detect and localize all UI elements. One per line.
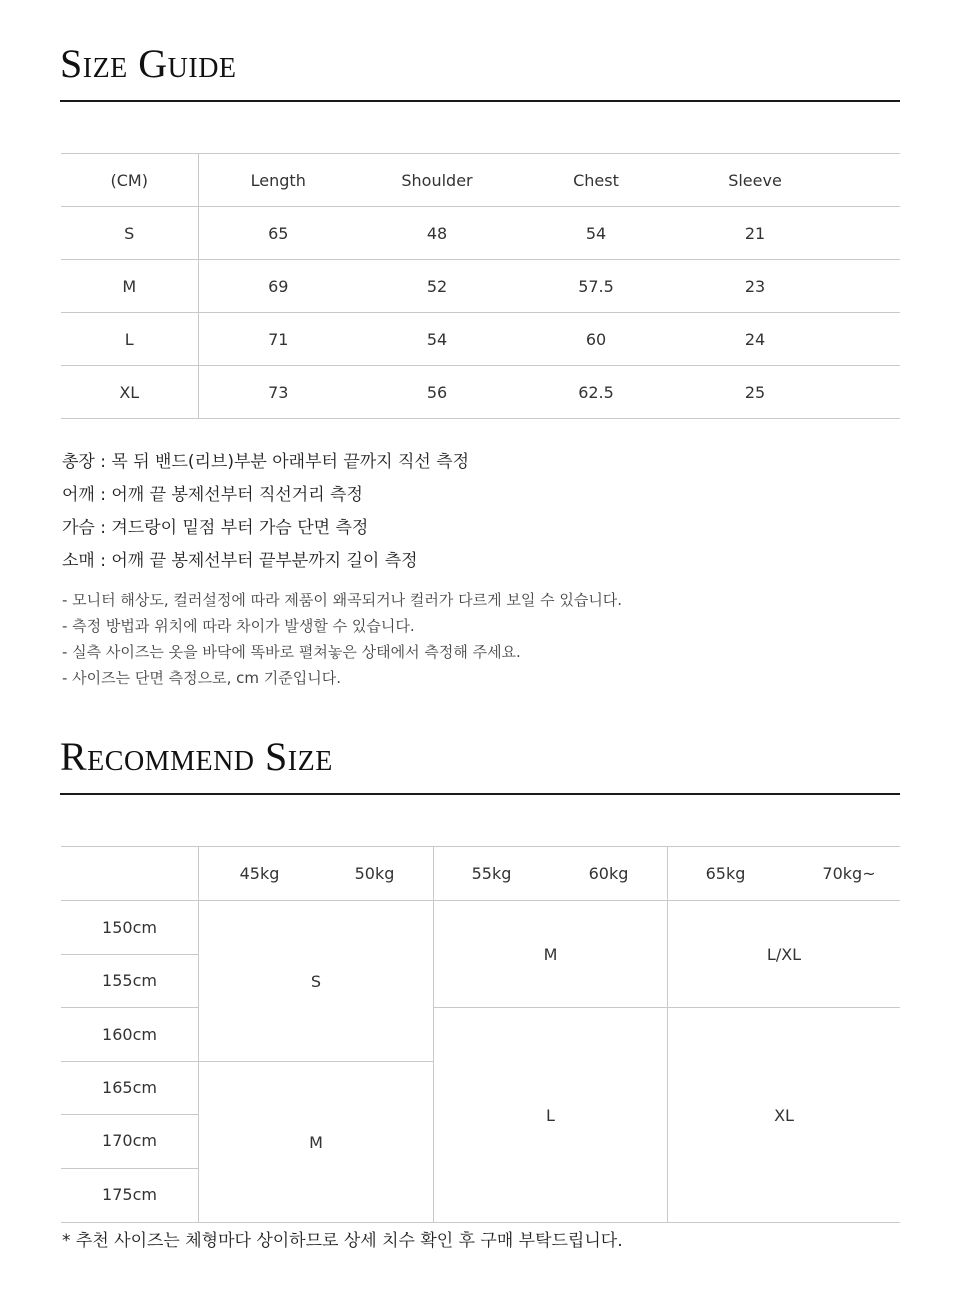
disclaimer-item: - 실측 사이즈는 옷을 바닥에 똑바로 펼쳐놓은 상태에서 측정해 주세요. — [62, 643, 521, 661]
cell-length: 65 — [198, 207, 358, 260]
height-label: 170cm — [102, 1131, 157, 1150]
table-row — [61, 260, 900, 313]
weight-header: 60kg — [588, 864, 629, 883]
cell-sleeve: 23 — [676, 260, 834, 313]
header-spacer — [834, 154, 900, 207]
table-row — [61, 366, 900, 419]
cell-chest: 54 — [516, 207, 676, 260]
title-divider — [60, 100, 900, 102]
header-length: Length — [198, 154, 358, 207]
recommend-table — [61, 846, 900, 1223]
disclaimer-item: - 모니터 해상도, 컬러설정에 따라 제품이 왜곡되거나 컬러가 다르게 보일 수 있습니다. — [62, 591, 623, 609]
height-label: 155cm — [102, 971, 157, 990]
measurement-notes — [62, 446, 469, 578]
cell-shoulder: 52 — [358, 260, 516, 313]
size-block-l: L — [546, 1105, 555, 1125]
note-shoulder: 어깨 : 어깨 끝 봉제선부터 직선거리 측정 — [62, 485, 363, 505]
title-divider — [60, 793, 900, 795]
cell-length: 73 — [198, 366, 358, 419]
size-block-xl: XL — [774, 1105, 794, 1125]
weight-header: 65kg — [705, 864, 746, 883]
size-table-header — [61, 154, 900, 207]
weight-header: 45kg — [239, 864, 280, 883]
cell-spacer — [834, 207, 900, 260]
note-chest: 가슴 : 겨드랑이 밑점 부터 가슴 단면 측정 — [62, 518, 369, 538]
cell-shoulder: 54 — [358, 313, 516, 366]
cell-sleeve: 25 — [676, 366, 834, 419]
cell-spacer — [834, 313, 900, 366]
size-block-m-bottom: M — [309, 1132, 323, 1152]
size-guide-title: Size Guide — [60, 41, 237, 86]
header-chest: Chest — [516, 154, 676, 207]
weight-header: 55kg — [471, 864, 512, 883]
header-shoulder: Shoulder — [358, 154, 516, 207]
header-sleeve: Sleeve — [676, 154, 834, 207]
header-unit: (CM) — [61, 154, 198, 207]
cell-chest: 60 — [516, 313, 676, 366]
size-block-s: S — [310, 971, 322, 991]
cell-spacer — [834, 366, 900, 419]
cell-shoulder: 48 — [358, 207, 516, 260]
cell-sleeve: 24 — [676, 313, 834, 366]
recommend-footnote: * 추천 사이즈는 체형마다 상이하므로 상세 치수 확인 후 구매 부탁드립니다. — [62, 1231, 623, 1251]
size-label: XL — [61, 366, 198, 419]
height-label: 160cm — [102, 1025, 157, 1044]
height-label: 175cm — [102, 1185, 157, 1204]
cell-spacer — [834, 260, 900, 313]
cell-shoulder: 56 — [358, 366, 516, 419]
table-row — [61, 313, 900, 366]
cell-length: 69 — [198, 260, 358, 313]
size-label: S — [61, 207, 198, 260]
size-block-m-top: M — [543, 944, 558, 964]
disclaimer-list — [62, 587, 622, 691]
table-row — [61, 207, 900, 260]
disclaimer-item: - 측정 방법과 위치에 따라 차이가 발생할 수 있습니다. — [62, 617, 415, 635]
cell-chest: 57.5 — [516, 260, 676, 313]
size-label: L — [61, 313, 198, 366]
note-length: 총장 : 목 뒤 밴드(리브)부분 아래부터 끝까지 직선 측정 — [62, 452, 470, 472]
recommend-size-title: Recommend Size — [60, 734, 333, 779]
weight-header: 50kg — [354, 864, 395, 883]
size-block-lxl: L/XL — [766, 944, 802, 964]
size-label: M — [61, 260, 198, 313]
height-label: 150cm — [102, 918, 157, 937]
note-sleeve: 소매 : 어깨 끝 봉제선부터 끝부분까지 길이 측정 — [62, 551, 418, 571]
weight-header: 70kg~ — [822, 864, 876, 883]
height-label: 165cm — [102, 1078, 157, 1097]
size-table — [61, 153, 900, 419]
cell-sleeve: 21 — [676, 207, 834, 260]
disclaimer-item: - 사이즈는 단면 측정으로, cm 기준입니다. — [62, 669, 341, 687]
cell-length: 71 — [198, 313, 358, 366]
cell-chest: 62.5 — [516, 366, 676, 419]
